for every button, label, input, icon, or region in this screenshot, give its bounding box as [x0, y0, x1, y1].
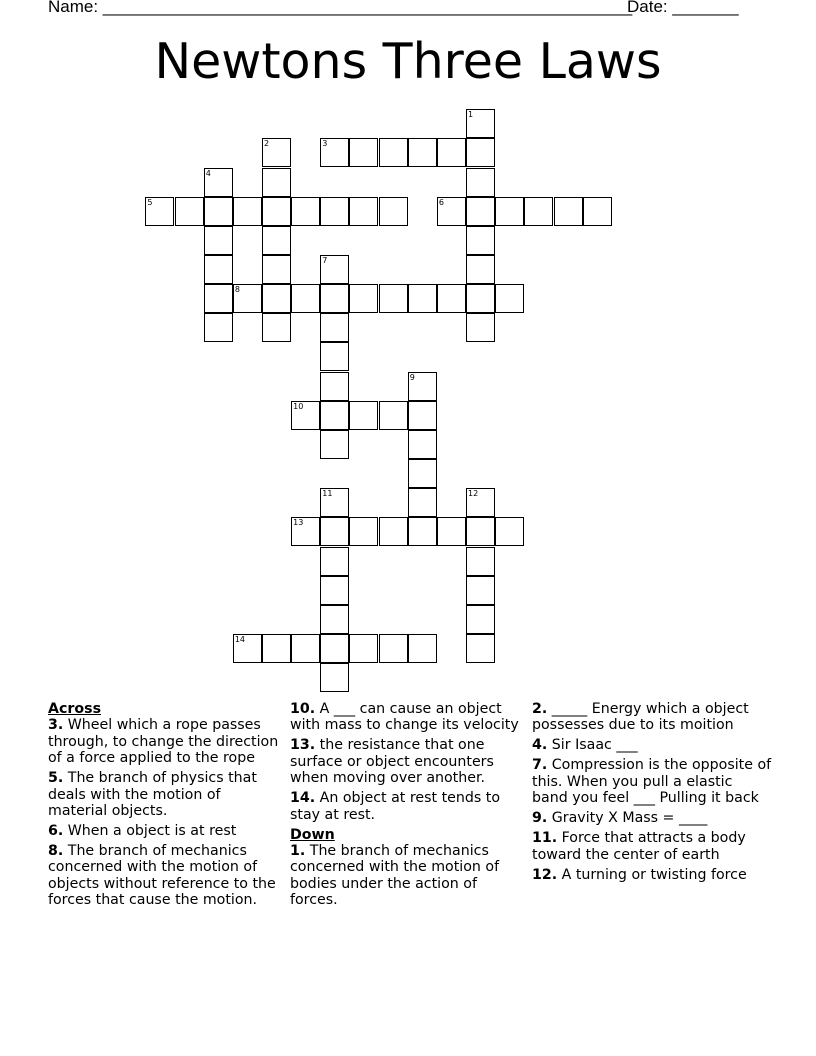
grid-cell[interactable]	[437, 517, 466, 546]
clue-number: 13	[293, 518, 304, 528]
clue-number: 9	[409, 372, 415, 382]
grid-cell[interactable]	[466, 226, 495, 255]
grid-cell[interactable]	[320, 663, 349, 692]
grid-cell[interactable]	[379, 517, 408, 546]
grid-cell[interactable]	[349, 517, 378, 546]
clue-item-number: 13.	[290, 737, 316, 754]
clue-item-text: When a object is at rest	[63, 823, 237, 840]
clue-item-number: 2.	[532, 701, 548, 717]
clue-item	[48, 770, 280, 819]
page-title: Newtons Three Laws	[154, 33, 662, 90]
across-heading: Across	[48, 701, 102, 717]
grid-cell[interactable]	[466, 168, 495, 197]
grid-cell[interactable]	[524, 197, 553, 226]
grid-cell[interactable]	[204, 313, 233, 342]
grid-cell[interactable]	[437, 284, 466, 313]
clue-column-2	[290, 701, 522, 912]
clue-item-number: 14.	[290, 790, 316, 807]
grid-cell[interactable]	[291, 284, 320, 313]
clue-item	[48, 843, 280, 909]
grid-cell[interactable]	[466, 284, 495, 313]
grid-cell[interactable]	[408, 488, 437, 517]
clue-number: 8	[234, 285, 240, 295]
clue-item-number: 11.	[532, 830, 558, 847]
grid-cell[interactable]	[320, 547, 349, 576]
clue-item-number: 3.	[48, 717, 64, 734]
clue-item-text: The branch of mechanics concerned with the motion of objects without reference to the forces that cause the motion.	[48, 843, 276, 909]
grid-cell[interactable]	[320, 488, 349, 517]
clue-item	[48, 823, 280, 839]
clue-item-text: Force that attracts a body toward the center of earth	[532, 830, 746, 863]
date-field-label: Date: _______	[627, 0, 739, 16]
grid-cell[interactable]	[291, 401, 320, 430]
grid-cell[interactable]	[379, 138, 408, 167]
clue-item-number: 10.	[290, 701, 316, 717]
grid-cell[interactable]	[495, 197, 524, 226]
clue-item-text: Compression is the opposite of this. When you pull a elastic band you feel ___ Pulling it back	[532, 757, 772, 807]
grid-cell[interactable]	[145, 197, 174, 226]
grid-cell[interactable]	[408, 430, 437, 459]
grid-cell[interactable]	[408, 372, 437, 401]
grid-cell[interactable]	[262, 255, 291, 284]
name-field-label: Name: ________________________________________________________	[48, 0, 633, 16]
grid-cell[interactable]	[320, 255, 349, 284]
grid-cell[interactable]	[262, 138, 291, 167]
grid-cell[interactable]	[379, 401, 408, 430]
clue-item	[532, 737, 772, 753]
clue-number: 5	[147, 197, 153, 207]
clue-number: 7	[322, 256, 328, 265]
clue-number: 2	[264, 139, 270, 149]
clue-item-number: 8.	[48, 843, 64, 860]
grid-cell[interactable]	[466, 517, 495, 546]
grid-cell[interactable]	[291, 517, 320, 546]
clue-item-text: An object at rest tends to stay at rest.	[290, 790, 501, 823]
clue-number: 3	[322, 139, 328, 149]
grid-cell[interactable]	[320, 138, 349, 167]
grid-cell[interactable]	[320, 401, 349, 430]
grid-cell[interactable]	[204, 226, 233, 255]
clue-item-text: A ___ can cause an object with mass to change its velocity	[290, 701, 519, 734]
grid-cell[interactable]	[262, 226, 291, 255]
grid-cell[interactable]	[291, 197, 320, 226]
clue-column-3	[532, 701, 772, 887]
grid-cell[interactable]	[349, 284, 378, 313]
clue-item-number: 4.	[532, 737, 548, 754]
grid-cell[interactable]	[466, 109, 495, 138]
grid-cell[interactable]	[320, 576, 349, 605]
clue-item-number: 7.	[532, 757, 548, 774]
clue-item-number: 1.	[290, 843, 306, 860]
grid-cell[interactable]	[466, 255, 495, 284]
grid-cell[interactable]	[262, 284, 291, 313]
grid-cell[interactable]	[379, 197, 408, 226]
grid-cell[interactable]	[262, 313, 291, 342]
grid-cell[interactable]	[408, 517, 437, 546]
clue-item-text: Wheel which a rope passes through, to change the direction of a force applied to the rope	[48, 717, 279, 767]
clue-number: 6	[438, 197, 444, 207]
clue-number: 4	[205, 168, 211, 178]
clue-item	[290, 737, 522, 786]
grid-cell[interactable]	[408, 138, 437, 167]
grid-cell[interactable]	[175, 197, 204, 226]
grid-cell[interactable]	[466, 576, 495, 605]
grid-cell[interactable]	[204, 168, 233, 197]
grid-cell[interactable]	[437, 138, 466, 167]
clue-item-number: 12.	[532, 866, 558, 883]
clue-item-text: the resistance that one surface or object encounters when moving over another.	[290, 737, 494, 787]
grid-cell[interactable]	[495, 517, 524, 546]
grid-cell[interactable]	[379, 634, 408, 663]
grid-cell[interactable]	[466, 547, 495, 576]
grid-cell[interactable]	[320, 342, 349, 371]
clue-item-text: A turning or twisting force	[557, 866, 747, 883]
clue-number: 14	[234, 634, 246, 644]
grid-cell[interactable]	[466, 197, 495, 226]
clue-item-text: Sir Isaac ___	[547, 737, 638, 754]
grid-cell[interactable]	[466, 488, 495, 517]
grid-cell[interactable]	[320, 372, 349, 401]
grid-cell[interactable]	[204, 284, 233, 313]
grid-cell[interactable]	[291, 634, 320, 663]
clue-number: 1	[468, 110, 474, 120]
clue-item-number: 6.	[48, 823, 64, 840]
grid-cell[interactable]	[349, 197, 378, 226]
clue-item-number: 5.	[48, 770, 64, 787]
grid-cell[interactable]	[233, 634, 262, 663]
clue-item-text: The branch of physics that deals with the motion of material objects.	[48, 770, 257, 820]
grid-cell[interactable]	[466, 138, 495, 167]
grid-cell[interactable]	[233, 197, 262, 226]
clue-item-number: 9.	[532, 810, 548, 827]
grid-cell[interactable]	[320, 517, 349, 546]
clue-column-1	[48, 701, 280, 912]
grid-cell[interactable]	[349, 138, 378, 167]
grid-cell[interactable]	[320, 313, 349, 342]
grid-cell[interactable]	[320, 634, 349, 663]
clue-number: 11	[322, 489, 333, 499]
grid-cell[interactable]	[320, 197, 349, 226]
grid-cell[interactable]	[408, 401, 437, 430]
clue-item-text: The branch of mechanics concerned with the motion of bodies under the action of forces.	[290, 843, 500, 909]
clue-number: 10	[293, 401, 304, 411]
grid-cell[interactable]	[349, 401, 378, 430]
clue-item	[532, 757, 772, 806]
grid-cell[interactable]	[495, 284, 524, 313]
grid-cell[interactable]	[583, 197, 612, 226]
grid-cell[interactable]	[320, 605, 349, 634]
clue-item	[290, 701, 522, 734]
grid-cell[interactable]	[408, 634, 437, 663]
clue-item	[290, 843, 522, 909]
clue-item-text: _____ Energy which a object possesses due to its moition	[532, 701, 749, 734]
clue-number: 12	[468, 489, 479, 499]
clue-item	[532, 867, 772, 883]
grid-cell[interactable]	[349, 634, 378, 663]
grid-cell[interactable]	[466, 313, 495, 342]
grid-cell[interactable]	[408, 459, 437, 488]
clue-item-text: Gravity X Mass = ____	[547, 810, 708, 827]
clue-item	[532, 830, 772, 863]
grid-cell[interactable]	[204, 197, 233, 226]
clue-item	[532, 810, 772, 826]
grid-cell[interactable]	[320, 284, 349, 313]
clue-item	[290, 790, 522, 823]
grid-cell[interactable]	[408, 284, 437, 313]
grid-cell[interactable]	[466, 634, 495, 663]
grid-cell[interactable]	[554, 197, 583, 226]
grid-cell[interactable]	[233, 284, 262, 313]
grid-cell[interactable]	[437, 197, 466, 226]
grid-cell[interactable]	[262, 168, 291, 197]
grid-cell[interactable]	[379, 284, 408, 313]
grid-cell[interactable]	[320, 430, 349, 459]
grid-cell[interactable]	[204, 255, 233, 284]
clue-item	[532, 701, 772, 734]
grid-cell[interactable]	[262, 634, 291, 663]
grid-cell[interactable]	[262, 197, 291, 226]
down-heading: Down	[290, 826, 335, 843]
grid-cell[interactable]	[466, 605, 495, 634]
clue-item	[48, 717, 280, 766]
